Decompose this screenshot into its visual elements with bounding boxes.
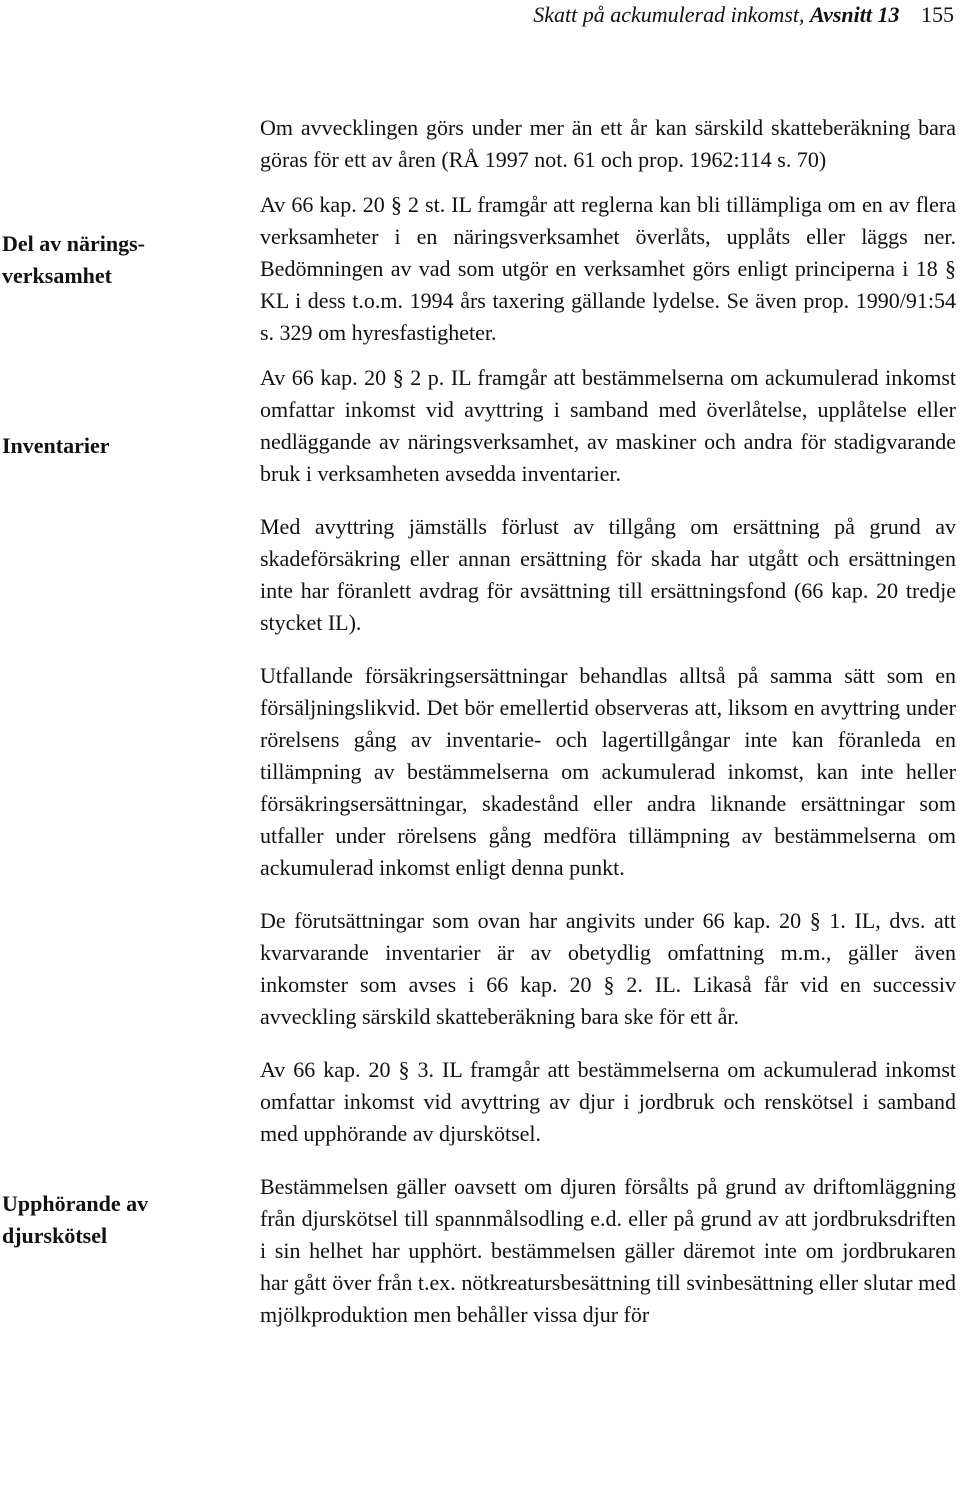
header-title: Skatt på ackumulerad inkomst,	[533, 2, 805, 27]
paragraph: Av 66 kap. 20 § 2 p. IL framgår att bestämmelserna om ackumulerad inkomst omfattar inkomst vid avyttring i samband med överlåtelse, upplåtelse eller nedläggande av näringsverksamhet, av maskiner och andra för stadigvarande bruk i verksamheten avsedda inventarier.	[260, 365, 956, 486]
margin-heading-inventarier: Inventarier	[2, 433, 110, 458]
paragraph: Utfallande försäkringsersättningar behandlas alltså på samma sätt som en försäljningslikvid. Det bör emellertid observeras att, liksom en avyttring under rörelsens gång av inventarie- och lagertillgångar inte kan föranleda en tillämpning av bestämmelserna om ackumulerad inkomst, kan inte heller försäkringsersättningar, skadestånd eller andra liknande ersättningar som utfaller under rörelsens gång medföra tillämpning av bestämmelserna om ackumulerad inkomst enligt denna punkt.	[260, 663, 956, 880]
page-number: 155	[921, 2, 954, 27]
body-text	[260, 112, 956, 1331]
paragraph: De förutsättningar som ovan har angivits under 66 kap. 20 § 1. IL, dvs. att kvarvarande inventarier är av obetydlig omfattning m.m., gäller även inkomster som avses i 66 kap. 20 § 2. IL. Likaså får vid en successiv avveckling särskild skatteberäkning bara ske för ett år.	[260, 908, 956, 1029]
paragraph: Med avyttring jämställs förlust av tillgång om ersättning på grund av skadeförsäkring eller annan ersättning för skada har utgått och ersättningen inte har föranlett avdrag för avsättning till ersättningsfond (66 kap. 20 tredje stycket IL).	[260, 514, 956, 635]
paragraph: Om avvecklingen görs under mer än ett år kan särskild skatteberäkning bara göras för ett av åren (RÅ 1997 not. 61 och prop. 1962:114 s. 70)	[260, 115, 956, 172]
header-section: Avsnitt 13	[810, 2, 900, 27]
running-header	[533, 2, 954, 28]
paragraph: Av 66 kap. 20 § 2 st. IL framgår att reglerna kan bli tillämpliga om en av flera verksamheter i en näringsverksamhet överlåts, upplåts eller läggs ner. Bedömningen av vad som utgör en verksamhet görs enligt principerna i 18 § KL i dess t.o.m. 1994 års taxering gällande lydelse. Se även prop. 1990/91:54 s. 329 om hyresfastigheter.	[260, 192, 956, 345]
paragraph: Bestämmelsen gäller oavsett om djuren försålts på grund av driftomläggning från djurskötsel till spannmålsodling e.d. eller på grund av att jordbruksdriften i sin helhet har upphört. bestämmelsen gäller däremot inte om jordbrukaren har gått över från t.ex. nötkreatursbesättning till svinbesättning eller slutar med mjölkproduktion men behåller vissa djur för	[260, 1174, 956, 1327]
margin-heading-upphorande-av-djurskotsel: Upphörande av djurskötsel	[2, 1191, 149, 1248]
margin-heading-del-av-naringsverksamhet: Del av närings- verksamhet	[2, 231, 145, 288]
paragraph: Av 66 kap. 20 § 3. IL framgår att bestämmelserna om ackumulerad inkomst omfattar inkomst vid avyttring av djur i jordbruk och renskötsel i samband med upphörande av djurskötsel.	[260, 1057, 956, 1146]
